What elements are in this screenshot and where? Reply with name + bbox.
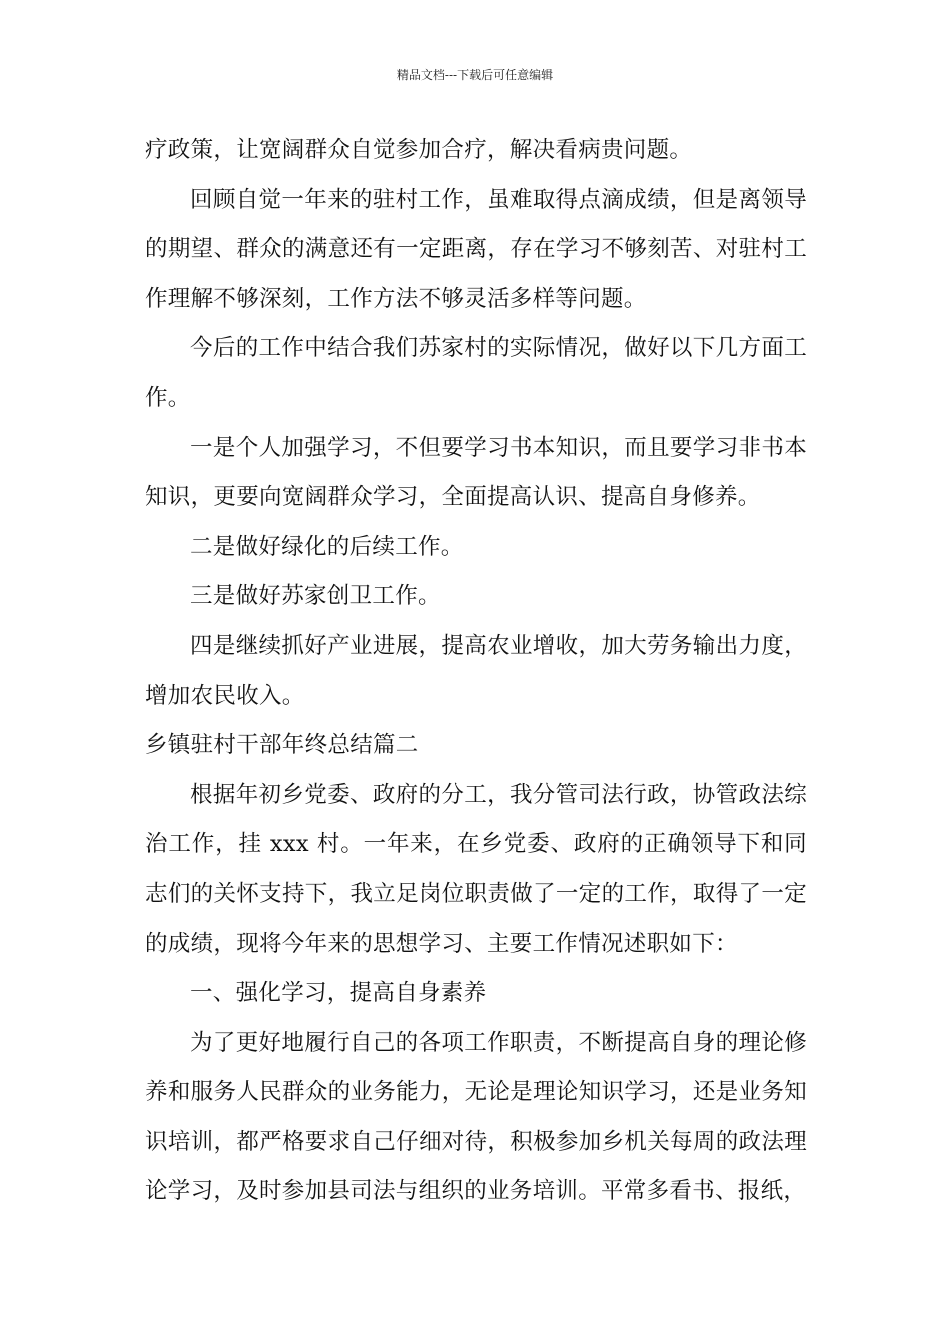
paragraph-1: 疗政策，让宽阔群众自觉参加合疗，解决看病贵问题。 [145,137,693,163]
paragraph-3: 今后的工作中结合我们苏家村的实际情况，做好以下几方面工作。 [145,335,807,411]
paragraph-6: 三是做好苏家创卫工作。 [190,583,441,610]
paragraph-11: 为了更好地履行自己的各项工作职责，不断提高自身的理论修养和服务人民群众的业务能力，无论是理论知识学习，还是业务知识培训，都严格要求自己仔细对待，积极参加乡机关每周的政法理论学习，及时参加县司法与组织的业务培训。平常多看书、报纸， [145,1029,807,1205]
paragraph-4: 一是个人加强学习，不但要学习书本知识，而且要学习非书本知识，更要向宽阔群众学习，全面提高认识、提高自身修养。 [145,434,807,511]
paragraph-9: 根据年初乡党委、政府的分工，我分管司法行政，协管政法综治工作，挂 xxx 村。一年来，在乡党委、政府的正确领导下和同志们的关怀支持下，我立足岗位职责做了一定的工作，取得了一定的成绩，现将今年来的思想学习、主要工作情况述职如下： [145,781,807,957]
section-heading: 乡镇驻村干部年终总结篇二 [145,732,419,759]
page-header: 精品文档---下载后可任意编辑 [396,68,554,82]
paragraph-7: 四是继续抓好产业进展，提高农业增收，加大劳务输出力度，增加农民收入。 [145,632,807,709]
document-body [145,126,807,1217]
paragraph-5: 二是做好绿化的后续工作。 [190,533,464,560]
paragraph-2: 回顾自觉一年来的驻村工作，虽难取得点滴成绩，但是离领导的期望、群众的满意还有一定距离，存在学习不够刻苦、对驻村工作理解不够深刻，工作方法不够灵活多样等问题。 [145,186,807,312]
subsection-heading: 一、强化学习，提高自身素养 [190,980,487,1007]
